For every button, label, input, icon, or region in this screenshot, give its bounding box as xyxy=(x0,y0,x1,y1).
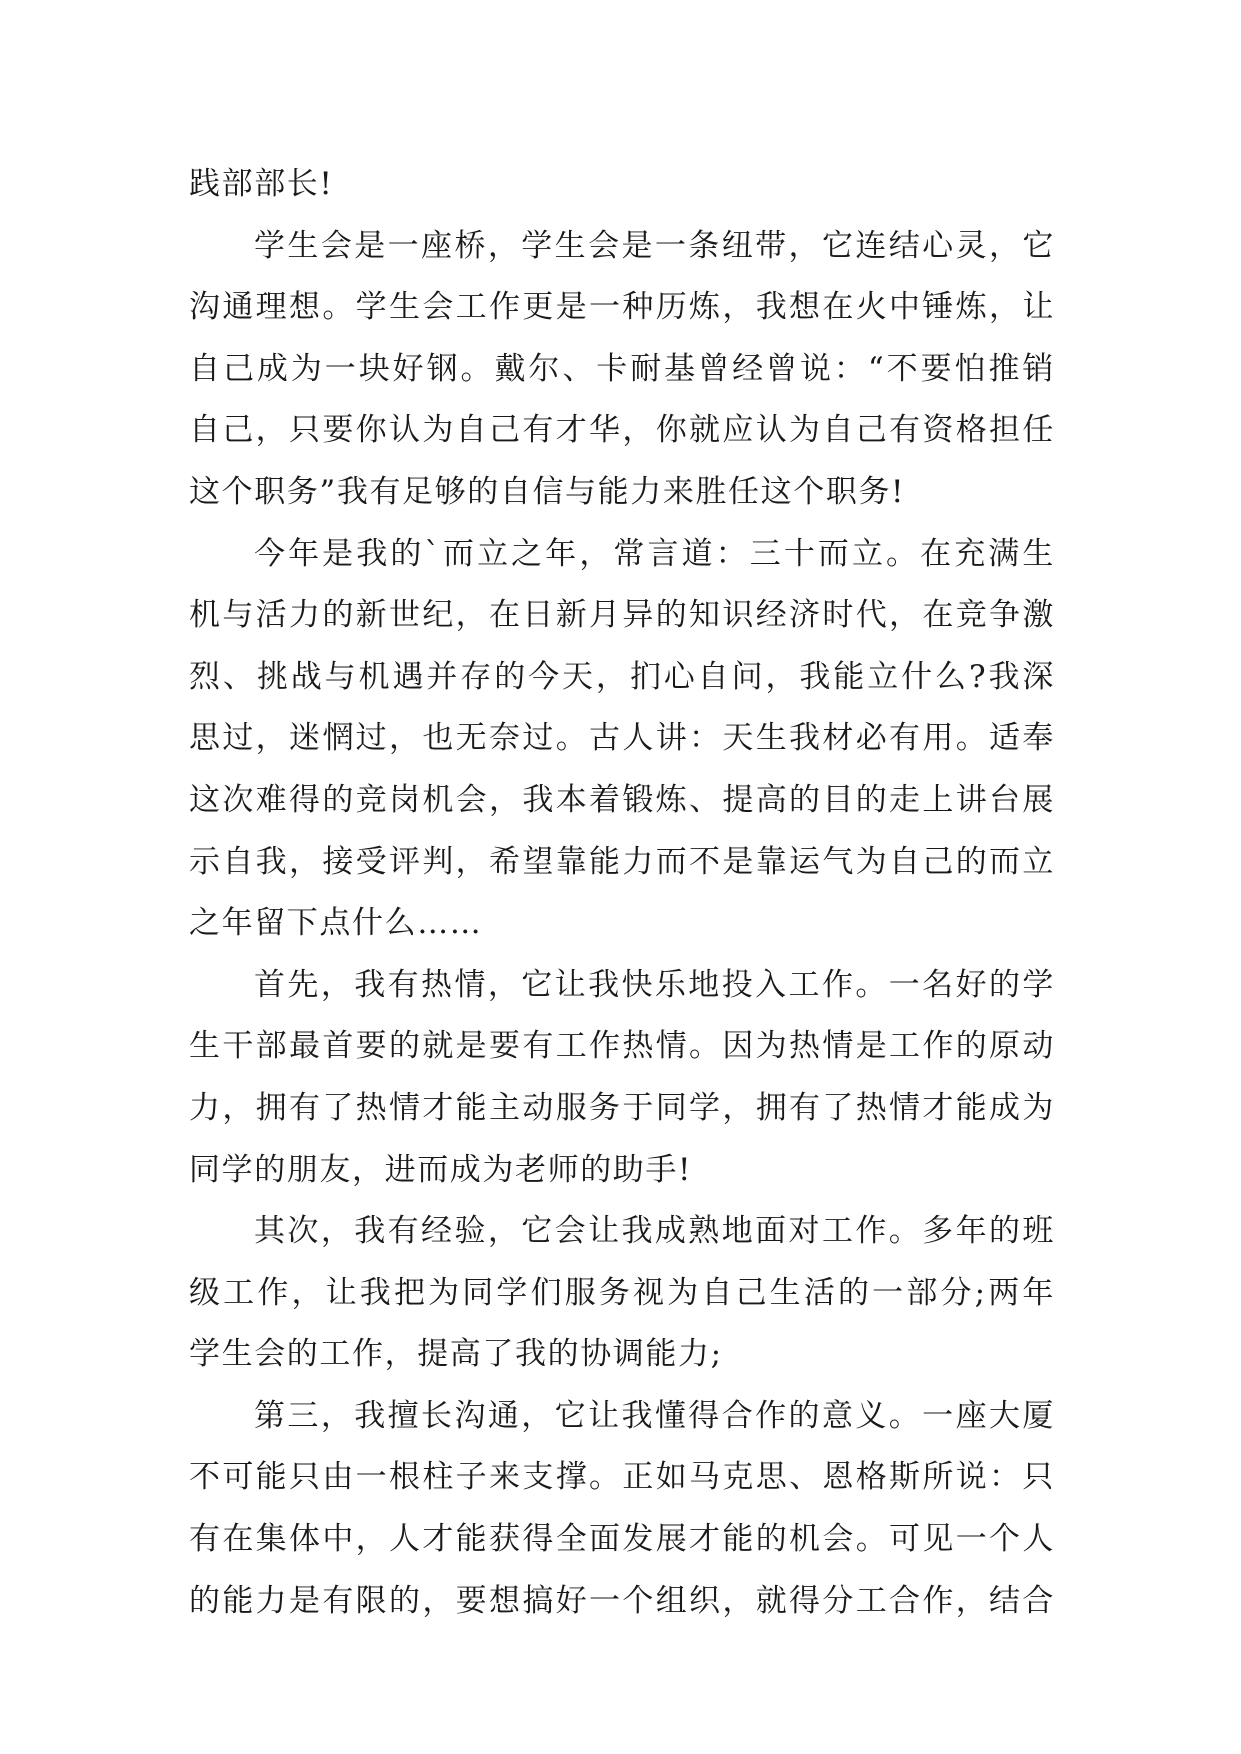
text-line: 有在集体中，人才能获得全面发展才能的机会。可见一个人 xyxy=(189,1521,1055,1558)
text-line: 烈、挑战与机遇并存的今天，扪心自问，我能立什么?我深 xyxy=(189,658,1055,695)
text-line: 思过，迷惘过，也无奈过。古人讲：天生我材必有用。适奉 xyxy=(189,720,1055,757)
text-line: 自己成为一块好钢。戴尔、卡耐基曾经曾说：“不要怕推销 xyxy=(189,350,1055,387)
text-line: 之年留下点什么…… xyxy=(189,905,483,942)
text-line: 首先，我有热情，它让我快乐地投入工作。一名好的学 xyxy=(254,966,1055,1003)
text-line: 同学的朋友，进而成为老师的助手! xyxy=(189,1151,693,1188)
text-line: 不可能只由一根柱子来支撑。正如马克思、恩格斯所说：只 xyxy=(189,1459,1055,1496)
text-line: 第三，我擅长沟通，它让我懂得合作的意义。一座大厦 xyxy=(254,1397,1055,1434)
text-line: 生干部最首要的就是要有工作热情。因为热情是工作的原动 xyxy=(189,1028,1055,1065)
text-line: 的能力是有限的，要想搞好一个组织，就得分工合作，结合 xyxy=(189,1582,1055,1619)
text-line: 级工作，让我把为同学们服务视为自己生活的一部分;两年 xyxy=(189,1274,1055,1311)
text-line: 机与活力的新世纪，在日新月异的知识经济时代，在竞争激 xyxy=(189,597,1055,634)
text-line: 学生会是一座桥，学生会是一条纽带，它连结心灵，它 xyxy=(254,227,1055,264)
document-body xyxy=(189,154,1055,1632)
text-line: 沟通理想。学生会工作更是一种历炼，我想在火中锤炼，让 xyxy=(189,289,1055,326)
text-line: 自己，只要你认为自己有才华，你就应认为自己有资格担任 xyxy=(189,412,1055,449)
text-line: 力，拥有了热情才能主动服务于同学，拥有了热情才能成为 xyxy=(189,1089,1055,1126)
text-line: 践部部长! xyxy=(189,166,334,202)
text-line: 示自我，接受评判，希望靠能力而不是靠运气为自己的而立 xyxy=(189,843,1055,880)
text-line: 今年是我的`而立之年，常言道：三十而立。在充满生 xyxy=(254,535,1055,572)
text-line: 这个职务”我有足够的自信与能力来胜任这个职务! xyxy=(189,473,906,510)
text-line: 学生会的工作，提高了我的协调能力; xyxy=(189,1336,723,1373)
text-line: 这次难得的竞岗机会，我本着锻炼、提高的目的走上讲台展 xyxy=(189,781,1055,818)
text-line: 其次，我有经验，它会让我成熟地面对工作。多年的班 xyxy=(254,1213,1055,1250)
